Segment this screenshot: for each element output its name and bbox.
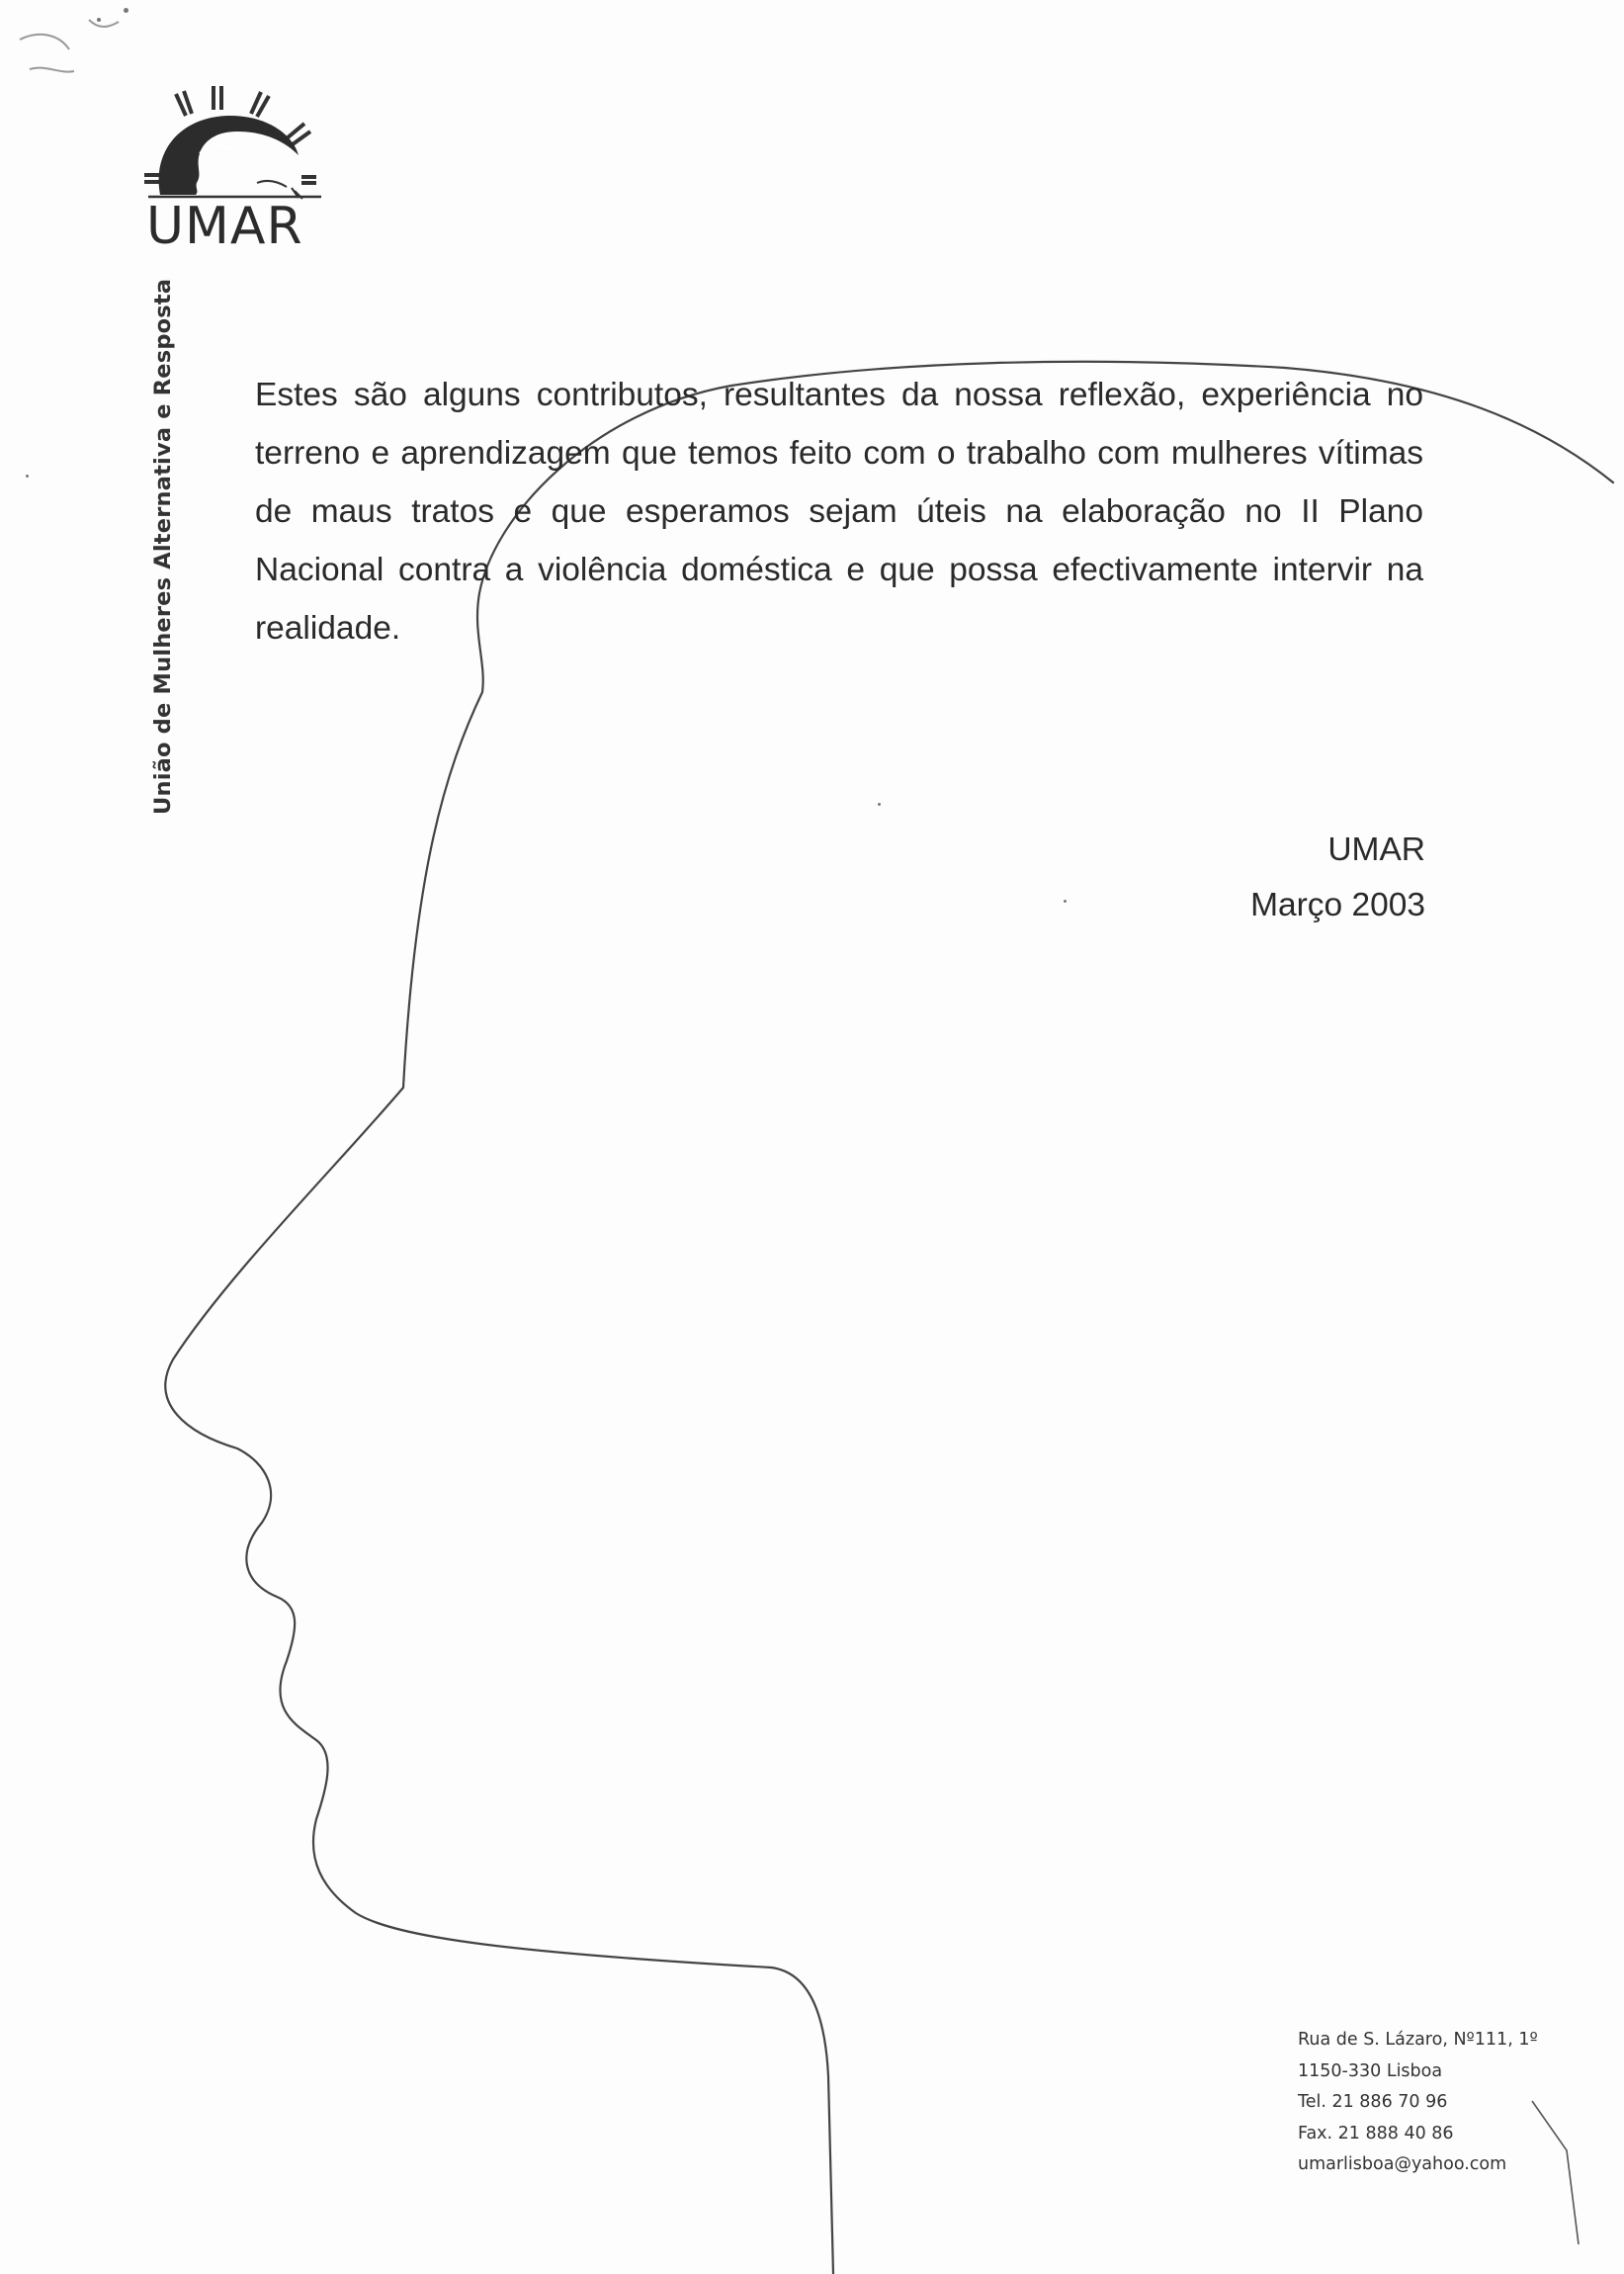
umar-logo: [138, 84, 336, 262]
scan-speck: [1064, 900, 1067, 903]
scan-speck: [124, 8, 128, 13]
letter-body: Estes são alguns contributos, resultantes da nossa reflexão, experiência no terreno e aprendizagem que temos feito com o trabalho com mulheres vítimas de maus tratos e que esperamos sejam úteis na elaboração no II Plano Nacional contra a violência doméstica e que possa efectivamente intervir na realidade.: [255, 377, 1423, 647]
address-street: Rua de S. Lázaro, Nº111, 1º: [1298, 2030, 1538, 2050]
scan-speck: [878, 803, 881, 806]
organization-full-name: União de Mulheres Alternativa e Resposta: [150, 278, 176, 815]
umar-emblem-icon: [138, 84, 336, 213]
vertical-organization-name: [146, 278, 180, 815]
signature-name: UMAR: [1327, 831, 1425, 868]
letter-date: Março 2003: [1250, 887, 1425, 923]
scan-speck: [97, 18, 101, 22]
logo-wordmark: UMAR: [146, 197, 303, 256]
address-email: umarlisboa@yahoo.com: [1298, 2154, 1507, 2174]
contact-address: [1298, 2025, 1538, 2181]
signature-block: [1250, 823, 1425, 933]
scan-speck: [26, 475, 29, 478]
address-fax: Fax. 21 888 40 86: [1298, 2123, 1454, 2143]
address-telephone: Tel. 21 886 70 96: [1298, 2092, 1448, 2112]
address-postal: 1150-330 Lisboa: [1298, 2060, 1443, 2081]
